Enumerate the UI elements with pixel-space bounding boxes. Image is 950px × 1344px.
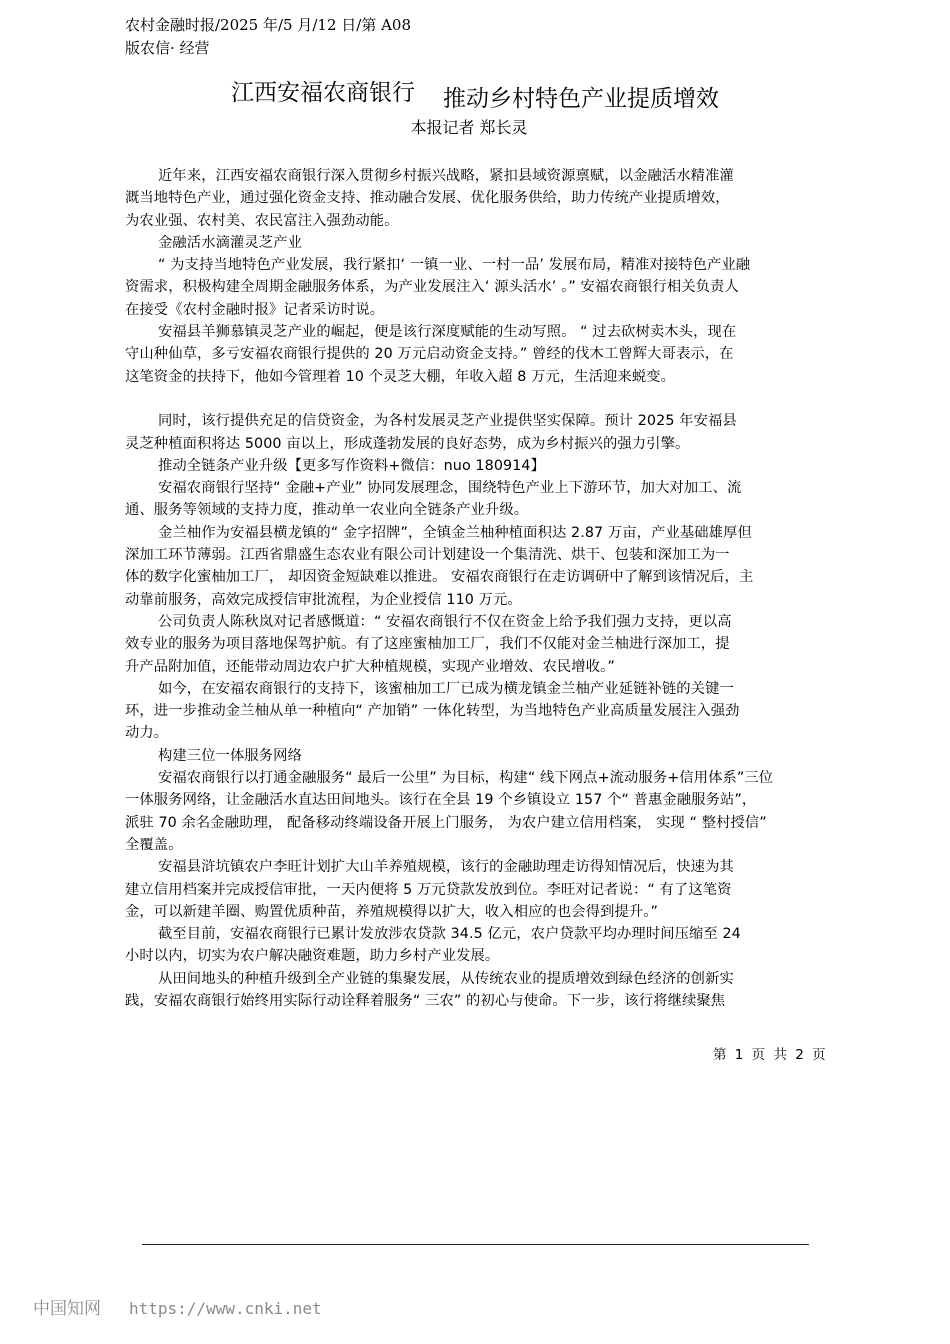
- footer: [33, 1294, 322, 1319]
- page-indicator: 第 1 页 共 2 页: [713, 1047, 827, 1063]
- text-line: 安福农商银行坚持“ 金融+产业” 协同发展理念，围绕特色产业上下游环节，加大对加工、流: [158, 480, 742, 497]
- text-line: 全覆盖。: [125, 836, 183, 853]
- text-line: 溉当地特色产业，通过强化资金支持、推动融合发展、优化服务供给，助力传统产业提质增效，: [125, 190, 730, 207]
- text-line: 近年来，江西安福农商银行深入贯彻乡村振兴战略，紧扣县域资源禀赋，以金融活水精准灌: [158, 168, 734, 184]
- text-line: 金兰柚作为安福县横龙镇的“ 金字招牌”，全镇金兰柚种植面积达 2.87 万亩，产业基础雄厚但: [158, 524, 752, 541]
- text-line: 升产品附加值，还能带动周边农户扩大种植规模，实现产业增效、农民增收。”: [125, 658, 615, 675]
- spacer: [125, 388, 835, 410]
- footer-url[interactable]: https://www.cnki.net: [129, 1299, 322, 1318]
- paragraph: [125, 254, 835, 321]
- text-line: 守山种仙草，多亏安福农商银行提供的 20 万元启动资金支持。” 曾经的伐木工曾辉大哥表示，在: [125, 346, 734, 363]
- text-line: 推动全链条产业升级【更多写作资料+微信：nuo 180914】: [158, 457, 546, 474]
- text-line: 动力。: [125, 725, 169, 742]
- text-line: 小时以内，切实为农户解决融资难题，助力乡村产业发展。: [125, 948, 500, 965]
- text-line: 一体服务网络，让金融活水直达田间地头。该行在全县 19 个乡镇设立 157 个“ 普惠金融服务站”，: [125, 792, 757, 809]
- title-right: 推动乡村特色产业提质增效: [443, 86, 719, 112]
- text-line: 金，可以新建羊圈、购置优质种苗，养殖规模得以扩大，收入相应的也会得到提升。”: [125, 903, 659, 920]
- paragraph: [125, 968, 835, 1013]
- paragraph: [125, 410, 835, 455]
- text-line: 建立信用档案并完成授信审批，一天内便将 5 万元贷款发放到位。李旺对记者说：“ 有了这笔资: [125, 881, 732, 898]
- text-line: 资需求，积极构建全周期金融服务体系，为产业发展注入‘ 源头活水’ 。” 安福农商银行相关负责人: [125, 279, 739, 296]
- text-line: 动靠前服务，高效完成授信审批流程，为企业授信 110 万元。: [125, 591, 522, 608]
- text-line: 截至目前，安福农商银行已累计发放涉农贷款 34.5 亿元，农户贷款平均办理时间压缩至 24: [158, 926, 741, 943]
- text-line: 灵芝种植面积将达 5000 亩以上，形成蓬勃发展的良好态势，成为乡村振兴的强力引擎。: [125, 435, 690, 452]
- text-line: 从田间地头的种植升级到全产业链的集聚发展，从传统农业的提质增效到绿色经济的创新实: [158, 970, 734, 987]
- text-line: 安福县羊狮慕镇灵芝产业的崛起，便是该行深度赋能的生动写照。 “ 过去砍树卖木头，现在: [158, 324, 737, 341]
- paragraph: [125, 165, 835, 232]
- paragraph: [125, 477, 835, 522]
- paragraph: [125, 611, 835, 678]
- footer-brand: 中国知网: [33, 1299, 101, 1319]
- text-line: 这笔资金的扶持下，他如今管理着 10 个灵芝大棚，年收入超 8 万元，生活迎来蜕变。: [125, 368, 676, 385]
- text-line: 金融活水滴灌灵芝产业: [158, 234, 302, 251]
- text-line: 在接受《农村金融时报》记者采访时说。: [125, 301, 385, 318]
- section-heading: [125, 745, 835, 767]
- text-line: 效专业的服务为项目落地保驾护航。有了这座蜜柚加工厂，我们不仅能对金兰柚进行深加工，提: [125, 636, 730, 653]
- text-line: 为农业强、农村美、农民富注入强劲动能。: [125, 212, 399, 229]
- text-line: 安福县浒坑镇农户李旺计划扩大山羊养殖规模，该行的金融助理走访得知情况后，快速为其: [158, 859, 734, 876]
- text-line: 深加工环节薄弱。江西省鼎盛生态农业有限公司计划建设一个集清洗、烘干、包装和深加工为一: [125, 547, 730, 564]
- text-line: 如今，在安福农商银行的支持下，该蜜柚加工厂已成为横龙镇金兰柚产业延链补链的关键一: [158, 680, 734, 697]
- text-line: 环，进一步推动金兰柚从单一种植向“ 产加销” 一体化转型，为当地特色产业高质量发展注入强劲: [125, 703, 740, 720]
- paragraph: [125, 767, 835, 856]
- section-line: 版农信· 经营: [125, 39, 210, 57]
- byline: 本报记者 郑长灵: [410, 118, 528, 137]
- text-line: 安福农商银行以打通金融服务“ 最后一公里” 为目标，构建“ 线下网点+流动服务+信用体系”三位: [158, 770, 774, 787]
- paragraph: [125, 923, 835, 968]
- text-line: 公司负责人陈秋岚对记者感慨道：“ 安福农商银行不仅在资金上给予我们强力支持，更以高: [158, 613, 732, 630]
- section-heading: [125, 232, 835, 254]
- paragraph: [125, 321, 835, 388]
- text-line: 通、服务等领域的支持力度，推动单一农业向全链条产业升级。: [125, 502, 529, 519]
- text-line: 同时，该行提供充足的信贷资金，为各村发展灵芝产业提供坚实保障。预计 2025 年安福县: [158, 413, 737, 430]
- footer-divider: [142, 1244, 809, 1245]
- text-line: 践，安福农商银行始终用实际行动诠释着服务“ 三农” 的初心与使命。下一步，该行将继续聚焦: [125, 992, 726, 1009]
- paragraph: [125, 522, 835, 611]
- source-line: 农村金融时报/2025 年/5 月/12 日/第 A08: [125, 16, 412, 34]
- article-title: [0, 82, 950, 116]
- text-line: 构建三位一体服务网络: [158, 747, 302, 764]
- title-left: 江西安福农商银行: [231, 80, 415, 106]
- text-line: 派驻 70 余名金融助理， 配备移动终端设备开展上门服务， 为农户建立信用档案， 实现 “ 整村授信”: [125, 814, 767, 831]
- article-body: [125, 165, 835, 1012]
- paragraph: [125, 856, 835, 923]
- text-line: “ 为支持当地特色产业发展，我行紧扣‘ 一镇一业、一村一品’ 发展布局，精准对接特色产业融: [158, 257, 751, 274]
- text-line: 体的数字化蜜柚加工厂， 却因资金短缺难以推进。 安福农商银行在走访调研中了解到该情况后，主: [125, 569, 754, 586]
- paragraph: [125, 678, 835, 745]
- section-heading: [125, 455, 835, 477]
